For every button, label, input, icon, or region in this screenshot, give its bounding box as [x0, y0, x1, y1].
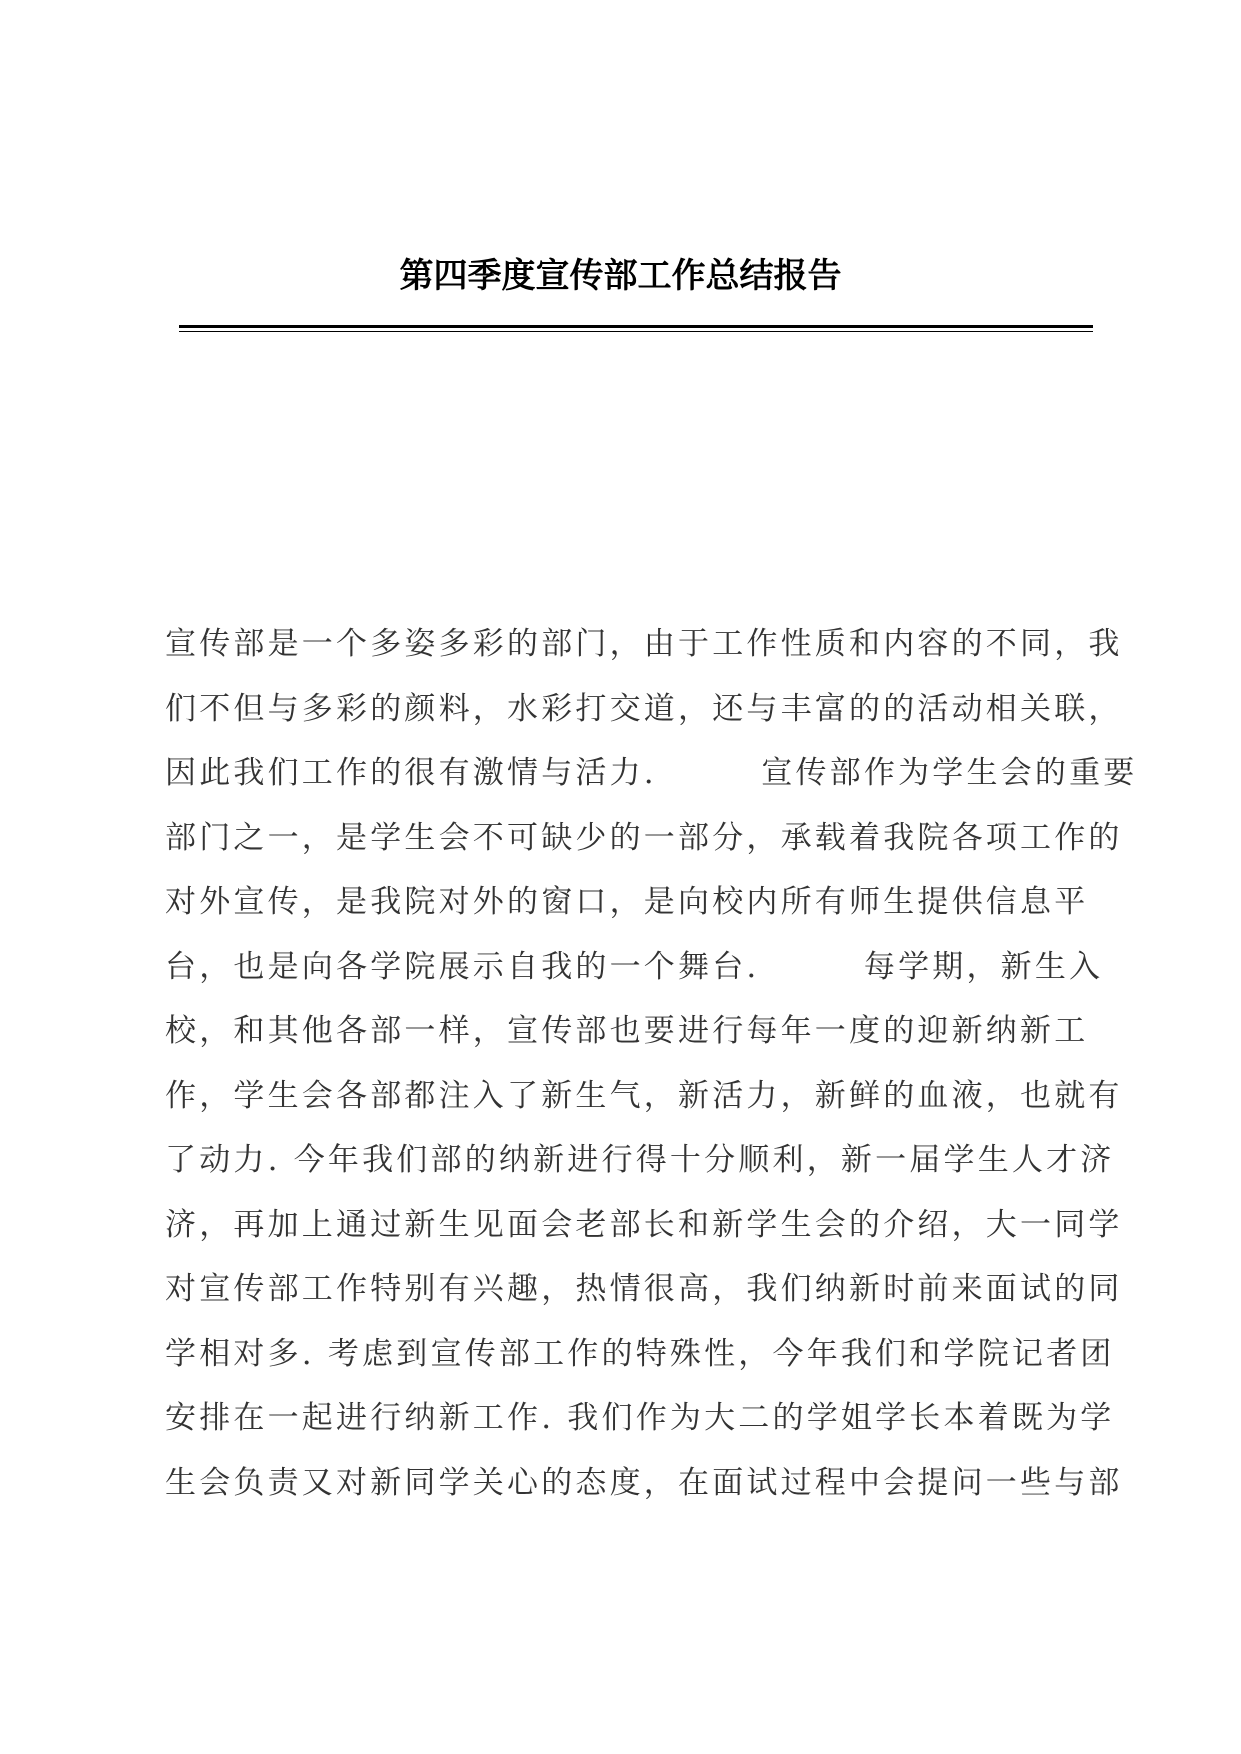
- body-line: 安排在一起进行纳新工作. 我们作为大二的学姐学长本着既为学: [165, 1400, 1115, 1436]
- body-line: 们不但与多彩的颜料，水彩打交道，还与丰富的的活动相关联，: [165, 690, 1123, 727]
- body-paragraph: [165, 612, 1138, 1515]
- body-line: 因此我们工作的很有激情与活力. 宣传部作为学生会的重要: [165, 755, 1138, 791]
- body-line: 校，和其他各部一样，宣传部也要进行每年一度的迎新纳新工: [165, 1013, 1089, 1049]
- body-line: 对宣传部工作特别有兴趣，热情很高，我们纳新时前来面试的同: [165, 1271, 1123, 1307]
- body-line: 对外宣传，是我院对外的窗口，是向校内所有师生提供信息平: [165, 884, 1089, 920]
- body-line: 宣传部是一个多姿多彩的部门，由于工作性质和内容的不同，我: [165, 626, 1123, 662]
- body-line: 生会负责又对新同学关心的态度，在面试过程中会提问一些与部: [165, 1464, 1123, 1501]
- title-divider-thin: [179, 331, 1093, 332]
- body-line: 部门之一，是学生会不可缺少的一部分，承载着我院各项工作的: [165, 819, 1123, 856]
- body-line: 学相对多. 考虑到宣传部工作的特殊性，今年我们和学院记者团: [165, 1335, 1115, 1372]
- body-line: 济，再加上通过新生见面会老部长和新学生会的介绍，大一同学: [165, 1206, 1123, 1243]
- body-line: 台，也是向各学院展示自我的一个舞台. 每学期，新生入: [165, 948, 1104, 985]
- body-line: 作，学生会各部都注入了新生气，新活力，新鲜的血液，也就有: [165, 1077, 1123, 1114]
- title-divider-thick: [179, 325, 1093, 328]
- document-title: 第四季度宣传部工作总结报告: [399, 256, 842, 296]
- body-line: 了动力. 今年我们部的纳新进行得十分顺利，新一届学生人才济: [165, 1142, 1115, 1178]
